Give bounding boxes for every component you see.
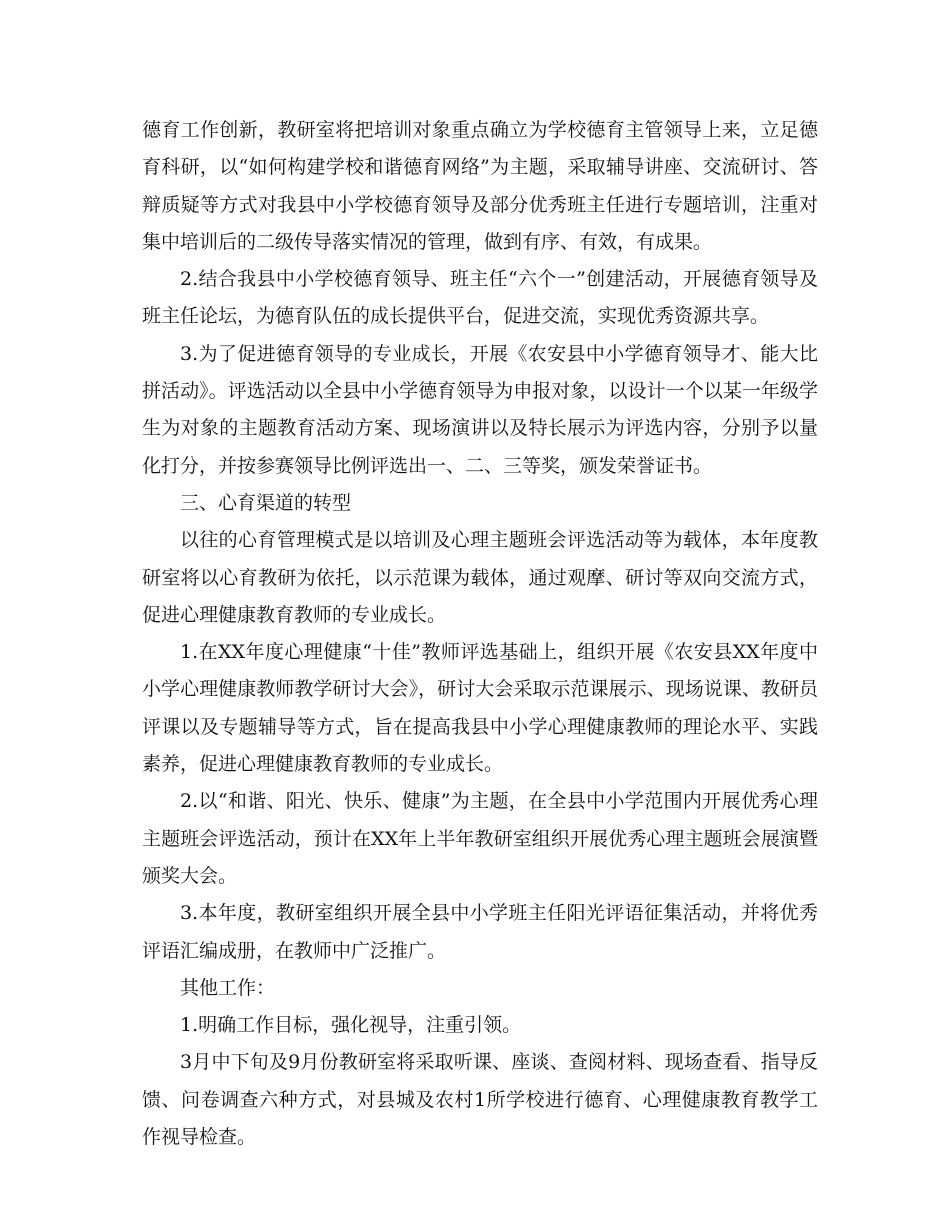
paragraph-8: 3.本年度，教研室组织开展全县中小学班主任阳光评语征集活动，并将优秀评语汇编成册，在教师中广泛推广。 <box>142 902 818 962</box>
other-work-heading: 其他工作： <box>180 976 276 999</box>
paragraph-11: 3月中下旬及9月份教研室将采取听课、座谈、查阅材料、现场查看、指导反馈、问卷调查六种方式，对县城及农村1所学校进行德育、心理健康教育教学工作视导检查。 <box>142 1051 818 1149</box>
document-body <box>142 112 818 1156</box>
paragraph-2: 2.结合我县中小学校德育领导、班主任“六个一”创建活动，开展德育领导及班主任论坛，为德育队伍的成长提供平台，促进交流，实现优秀资源共享。 <box>142 268 818 328</box>
paragraph-3: 3.为了促进德育领导的专业成长，开展《农安县中小学德育领导才、能大比拼活动》。评选活动以全县中小学德育领导为申报对象，以设计一个以某一年级学生为对象的主题教育活动方案、现场演讲以及特长展示为评选内容，分别予以量化打分，并按参赛领导比例评选出一、二、三等奖，颁发荣誉证书。 <box>142 342 818 477</box>
paragraph-10: 1.明确工作目标，强化视导，注重引领。 <box>180 1014 522 1037</box>
paragraph-5: 以往的心育管理模式是以培训及心理主题班会评选活动等为载体，本年度教研室将以心育教研为依托，以示范课为载体，通过观摩、研讨等双向交流方式，促进心理健康教育教师的专业成长。 <box>142 529 818 626</box>
paragraph-1: 德育工作创新，教研室将把培训对象重点确立为学校德育主管领导上来，立足德育科研，以“如何构建学校和谐德育网络”为主题，采取辅导讲座、交流研讨、答辩质疑等方式对我县中小学校德育领导及部分优秀班主任进行专题培训，注重对集中培训后的二级传导落实情况的管理，做到有序、有效，有成果。 <box>142 119 818 253</box>
paragraph-7: 2.以“和谐、阳光、快乐、健康”为主题，在全县中小学范围内开展优秀心理主题班会评选活动，预计在XX年上半年教研室组织开展优秀心理主题班会展演暨颁奖大会。 <box>142 790 818 887</box>
section-heading: 三、心育渠道的转型 <box>180 491 352 514</box>
paragraph-6: 1.在XX年度心理健康“十佳”教师评选基础上，组织开展《农安县XX年度中小学心理健康教师教学研讨大会》，研讨大会采取示范课展示、现场说课、教研员评课以及专题辅导等方式，旨在提高我县中小学心理健康教师的理论水平、实践素养，促进心理健康教育教师的专业成长。 <box>142 641 818 776</box>
